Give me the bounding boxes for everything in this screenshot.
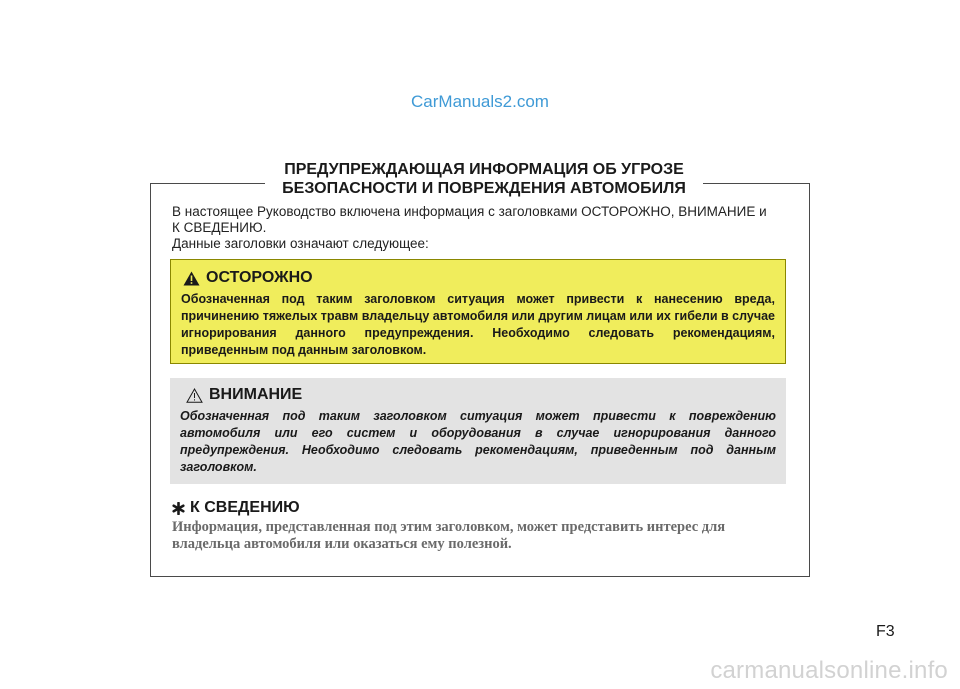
note-title: К СВЕДЕНИЮ — [190, 499, 300, 516]
warning-header — [181, 269, 775, 287]
intro-line2: К СВЕДЕНИЮ. — [172, 220, 267, 235]
warning-text: Обозначенная под таким заголовком ситуация может привести к нанесению вреда, причинению тяжелых травм владельцу автомобиля или другим лицам или их гибели в случае игнорирования данного предупреждения. Необходимо следовать рекомендациям, приведенным под данным заголовком. — [181, 292, 775, 357]
asterisk-icon — [172, 502, 185, 515]
warning-triangle-icon — [183, 271, 200, 286]
note-text: Информация, представленная под этим заголовком, может представить интерес для владельца автомобиля или оказаться ему полезной. — [172, 519, 726, 552]
watermark-top: CarManuals2.com — [411, 92, 549, 111]
section-title-line1: ПРЕДУПРЕЖДАЮЩАЯ ИНФОРМАЦИЯ ОБ УГРОЗЕ — [284, 161, 684, 178]
watermark-bottom: carmanualsonline.info — [710, 657, 948, 684]
page-number: F3 — [876, 623, 895, 640]
warning-box — [170, 259, 786, 364]
section-title — [265, 160, 703, 198]
caution-triangle-icon — [186, 388, 203, 403]
intro-text — [172, 204, 792, 252]
section-title-line2: БЕЗОПАСНОСТИ И ПОВРЕЖДЕНИЯ АВТОМОБИЛЯ — [282, 180, 686, 197]
caution-text: Обозначенная под таким заголовком ситуация может привести к повреждению автомобиля или его систем и оборудования в случае игнорирования данного предупреждения. Необходимо следовать рекомендациям, приведенным под данным заголовком. — [180, 409, 776, 474]
warning-title: ОСТОРОЖНО — [206, 269, 313, 286]
caution-title: ВНИМАНИЕ — [209, 386, 303, 403]
caution-box — [170, 378, 786, 484]
intro-line3: Данные заголовки означают следующее: — [172, 236, 429, 251]
note-header — [172, 499, 300, 517]
caution-header — [180, 386, 776, 404]
intro-line1: В настоящее Руководство включена информация с заголовками ОСТОРОЖНО, ВНИМАНИЕ и — [172, 204, 767, 219]
